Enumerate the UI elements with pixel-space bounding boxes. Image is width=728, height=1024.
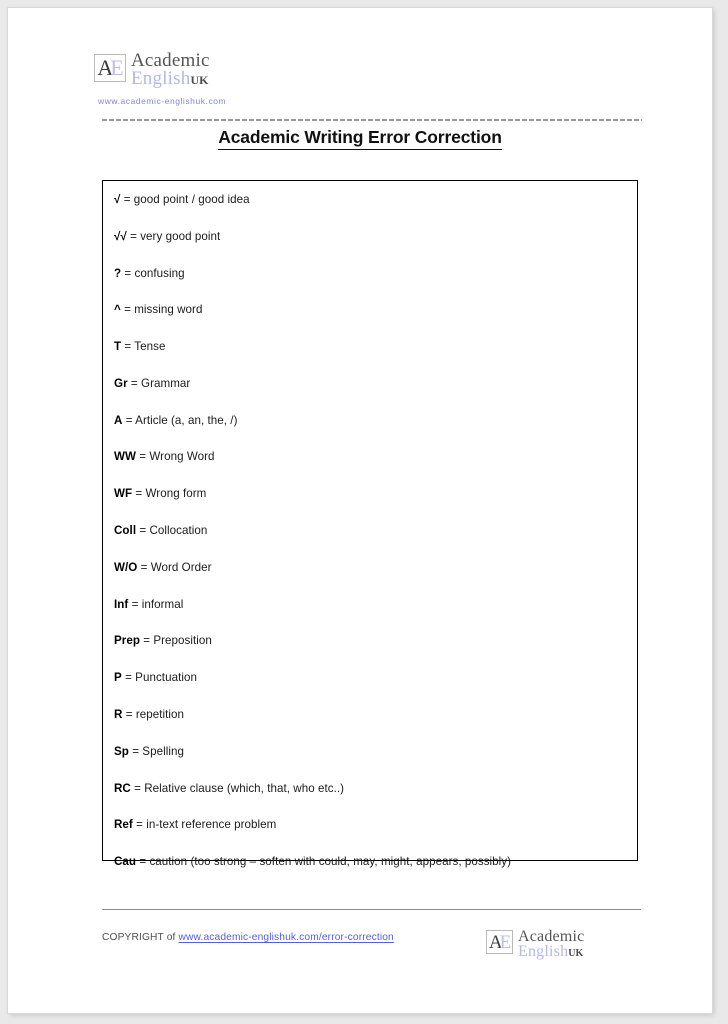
legend-item-description: caution (too strong – soften with could, may, might, appears, possibly) [149,855,512,869]
legend-item-separator: = [122,413,136,427]
legend-item [114,745,627,759]
legend-item-description: good point / good idea [133,193,250,206]
legend-item-separator: = [128,744,143,758]
legend-item-separator: = [136,855,150,869]
logo-word-english: English [131,68,191,90]
footer-logo-word-academic: Academic [518,928,585,945]
legend-item-code: A [114,413,123,427]
legend-item-separator: = [120,303,135,317]
footer-ae-monogram-icon [486,930,513,954]
legend-item-separator: = [121,266,135,280]
header-dashed-rule [102,119,642,121]
legend-item-code: Cau [114,855,137,869]
footer-divider [102,909,641,910]
legend-item-description: Grammar [141,376,191,390]
legend-item-description: Preposition [153,634,212,648]
legend-item-description: very good point [140,229,221,243]
legend-item [114,818,627,832]
footer-logo [486,929,646,959]
legend-item [114,782,627,796]
legend-item-description: in-text reference problem [146,818,277,832]
legend-item-separator: = [120,193,134,206]
legend-item-description: Spelling [142,744,184,758]
monogram-letter-e: E [110,55,123,80]
footer-monogram-letter-e: E [499,931,511,953]
legend-item-separator: = [132,487,146,501]
legend-item-description: confusing [134,266,185,280]
document-page [8,8,712,1013]
legend-item [114,193,627,207]
legend-item [114,450,627,464]
legend-item-separator: = [139,634,154,648]
legend-item-description: Wrong form [145,487,207,501]
legend-item-description: Relative clause (which, that, who etc..) [144,781,345,795]
legend-item-code: Coll [114,524,137,538]
logo-row [94,52,309,88]
legend-item-description: Article (a, an, the, /) [135,413,238,427]
legend-item-code: T [114,340,122,354]
legend-item-code: ^ [114,303,121,317]
legend-item [114,524,627,538]
legend-item-code: WW [114,450,136,464]
legend-item [114,303,627,317]
header-site-url[interactable]: www.academic-englishuk.com [98,96,227,106]
legend-item-description: Punctuation [135,671,197,685]
legend-item-code: WF [114,487,133,501]
error-code-list [114,193,627,870]
page-title [8,127,712,148]
legend-item-separator: = [121,340,135,354]
legend-item [114,487,627,501]
copyright-line [102,932,394,943]
legend-item-code: Prep [114,634,140,648]
legend-item-description: Wrong Word [149,450,215,464]
legend-item-separator: = [136,450,150,464]
legend-item [114,267,627,281]
legend-item-description: informal [141,597,184,611]
legend-item-code: RC [114,781,131,795]
legend-item-code: W/O [114,560,138,574]
footer-logo-word-uk: UK [568,948,584,960]
legend-item-separator: = [121,671,136,685]
header-logo [94,52,309,88]
legend-item [114,671,627,685]
legend-item-code: Inf [114,597,129,611]
monogram-letter-a: A [97,55,113,80]
legend-item [114,377,627,391]
logo-word-english-uk [131,70,210,88]
legend-item-separator: = [127,376,142,390]
legend-item [114,598,627,612]
legend-item-code: √ [114,193,121,206]
legend-item-description: Word Order [150,560,212,574]
legend-item-separator: = [130,781,145,795]
legend-item-code: √√ [114,229,127,243]
legend-item-separator: = [126,229,141,243]
copyright-link[interactable]: www.academic-englishuk.com/error-correction [178,932,394,943]
copyright-prefix: COPYRIGHT of [102,932,179,943]
legend-item-code: Gr [114,376,128,390]
legend-item-code: P [114,671,122,685]
legend-item-description: Tense [134,340,166,354]
ae-monogram-icon [94,54,126,82]
legend-item [114,230,627,244]
logo-wordmark [131,52,210,88]
legend-item [114,561,627,575]
legend-item-code: R [114,707,123,721]
logo-word-academic: Academic [131,50,210,71]
legend-item-separator: = [122,707,136,721]
error-code-legend-box [102,180,638,869]
legend-item-description: repetition [135,707,185,721]
legend-item-code: Ref [114,818,133,832]
footer-logo-word-english: English [518,943,569,961]
legend-item-description: missing word [134,303,203,317]
footer-monogram-letter-a: A [488,931,502,953]
footer-logo-word-english-uk [518,944,584,959]
legend-item-separator: = [137,560,151,574]
legend-item-description: Collocation [149,524,208,538]
legend-item [114,855,627,869]
legend-item-code: ? [114,266,122,280]
legend-item [114,340,627,354]
legend-item [114,708,627,722]
legend-item-code: Sp [114,744,129,758]
page-title-text: Academic Writing Error Correction [218,127,502,150]
logo-word-uk: UK [190,73,209,88]
legend-item-separator: = [128,597,142,611]
footer-logo-wordmark [518,929,584,959]
legend-item-separator: = [132,818,147,832]
page-footer [8,903,712,1013]
page-header [8,8,712,158]
footer-logo-row [486,929,646,959]
legend-item-separator: = [136,524,150,538]
legend-item [114,414,627,428]
legend-item [114,634,627,648]
